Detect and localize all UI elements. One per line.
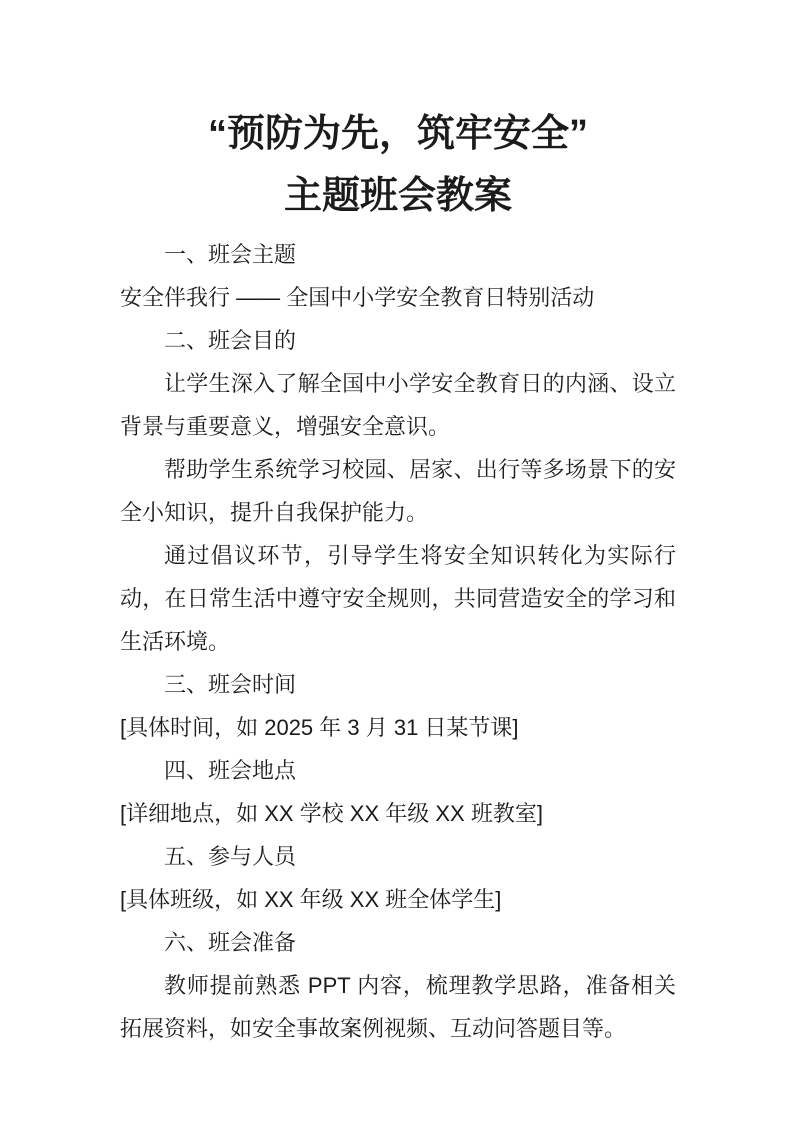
paragraph-heading: 二、班会目的 [164,328,297,353]
document-title-line-1: “预防为先，筑牢安全” [207,113,588,155]
paragraph-body: 让学生深入了解全国中小学安全教育日的内涵、设立背景与重要意义，增强安全意识。 [120,371,676,439]
paragraph-body: 通过倡议环节，引导学生将安全知识转化为实际行动，在日常生活中遵守安全规则，共同营造安全的学习和生活环境。 [120,543,676,654]
document-title-line-2: 主题班会教案 [283,175,512,217]
paragraph-body: 帮助学生系统学习校园、居家、出行等多场景下的安全小知识，提升自我保护能力。 [120,457,676,525]
paragraph-heading: 六、班会准备 [164,930,297,955]
paragraph-placeholder: [具体班级，如 XX 年级 XX 班全体学生] [120,887,502,912]
paragraph-placeholder: [详细地点，如 XX 学校 XX 年级 XX 班教室] [120,801,543,826]
paragraph-body: 安全伴我行 —— 全国中小学安全教育日特别活动 [120,285,595,310]
paragraph-heading: 三、班会时间 [164,672,297,697]
paragraph-body: 教师提前熟悉 PPT 内容，梳理教学思路，准备相关拓展资料，如安全事故案例视频、互动问答题目等。 [120,973,676,1041]
paragraph-heading: 一、班会主题 [164,242,297,267]
paragraph-heading: 五、参与人员 [164,844,297,869]
paragraph-placeholder: [具体时间，如 2025 年 3 月 31 日某节课] [120,715,519,740]
document-body [120,233,676,1050]
paragraph-heading: 四、班会地点 [164,758,297,783]
